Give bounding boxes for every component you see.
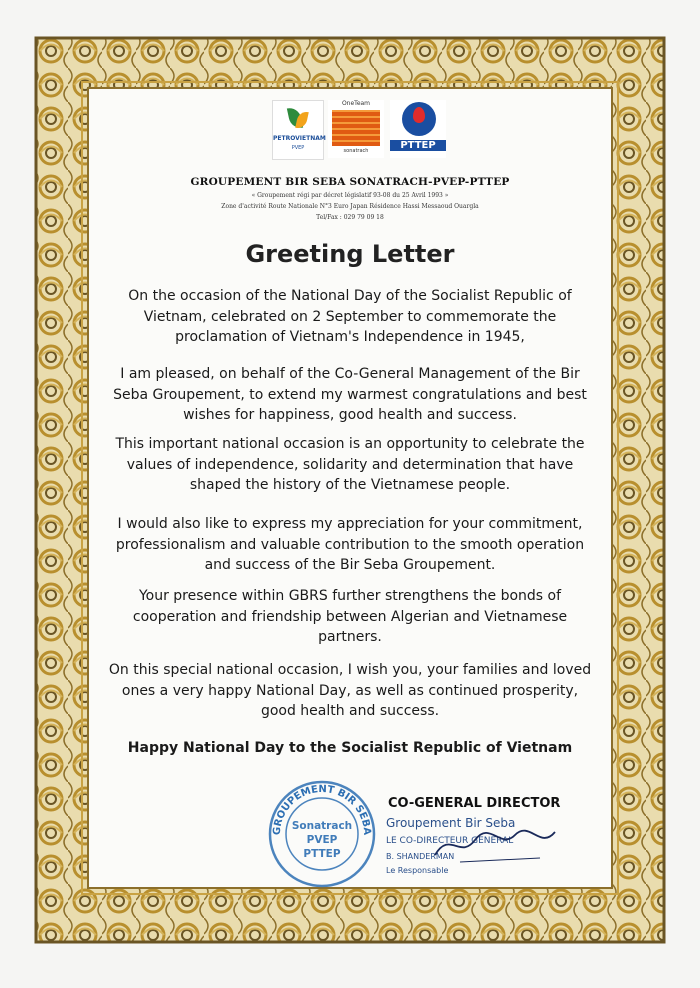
paragraph-4: I would also like to express my appreciation for your commitment, professionalism and valuable contribution to the smooth operation and success of the Bir Seba Groupement. xyxy=(115,516,585,573)
company-stamp xyxy=(262,776,382,888)
stamp-line-2: PVEP xyxy=(306,834,338,846)
signature-stamp-line-3: B. SHANDERMAN xyxy=(386,852,455,861)
company-phone: Tel/Fax : 029 79 09 18 xyxy=(316,214,384,221)
signature-stamp-line-2: LE CO-DIRECTEUR GENERAL xyxy=(386,836,514,846)
stamp-line-3: PTTEP xyxy=(303,848,341,860)
signature-stamp-line-4: Le Responsable xyxy=(386,866,449,875)
partner-logos xyxy=(272,100,448,160)
paragraph-1: On the occasion of the National Day of the Socialist Republic of Vietnam, celebrated on 2 September to commemorate the proclamation of Vietnam's Independence in 1945, xyxy=(128,288,572,345)
sonatrach-name: sonatrach xyxy=(343,148,369,154)
paragraph-6: On this special national occasion, I wish you, your families and loved ones a very happy National Day, as well as continued prosperity, good health and success. xyxy=(108,662,592,719)
sonatrach-top-text: OneTeam xyxy=(341,100,371,107)
company-name: GROUPEMENT BIR SEBA SONATRACH-PVEP-PTTEP xyxy=(190,176,510,188)
pttep-logo xyxy=(390,100,446,158)
petrovietnam-name: PETROVIETNAM xyxy=(273,135,326,142)
letter-title: Greeting Letter xyxy=(245,240,455,268)
company-address: Zone d'activité Route Nationale N°3 Euro Japan Résidence Hassi Messaoud Ouargla xyxy=(221,203,479,210)
paragraph-5: Your presence within GBRS further strengthens the bonds of cooperation and friendship between Algerian and Vietnamese partners. xyxy=(132,588,568,645)
company-decree: « Groupement régi par décret législatif 93-08 du 25 Avril 1993 » xyxy=(251,192,449,199)
stamp-ring-text: GROUPEMENT BIR SEBA xyxy=(271,783,373,836)
closing-line: Happy National Day to the Socialist Republic of Vietnam xyxy=(127,740,573,756)
pttep-name: PTTEP xyxy=(390,140,446,151)
stamp-line-1: Sonatrach xyxy=(291,820,353,832)
sonatrach-logo xyxy=(328,100,384,158)
pvep-name: PVEP xyxy=(291,145,305,151)
petrovietnam-logo xyxy=(272,100,324,160)
handwritten-signature xyxy=(430,820,560,870)
paragraph-3: This important national occasion is an opportunity to celebrate the values of independence, solidarity and determination that have shaped the history of the Vietnamese people. xyxy=(115,436,585,493)
signature-stamp-line-1: Groupement Bir Seba xyxy=(386,816,516,830)
paragraph-2: I am pleased, on behalf of the Co-General Management of the Bir Seba Groupement, to extend my warmest congratulations and best wishes for happiness, good health and success. xyxy=(113,366,587,423)
signatory-title: CO-GENERAL DIRECTOR xyxy=(388,796,561,811)
